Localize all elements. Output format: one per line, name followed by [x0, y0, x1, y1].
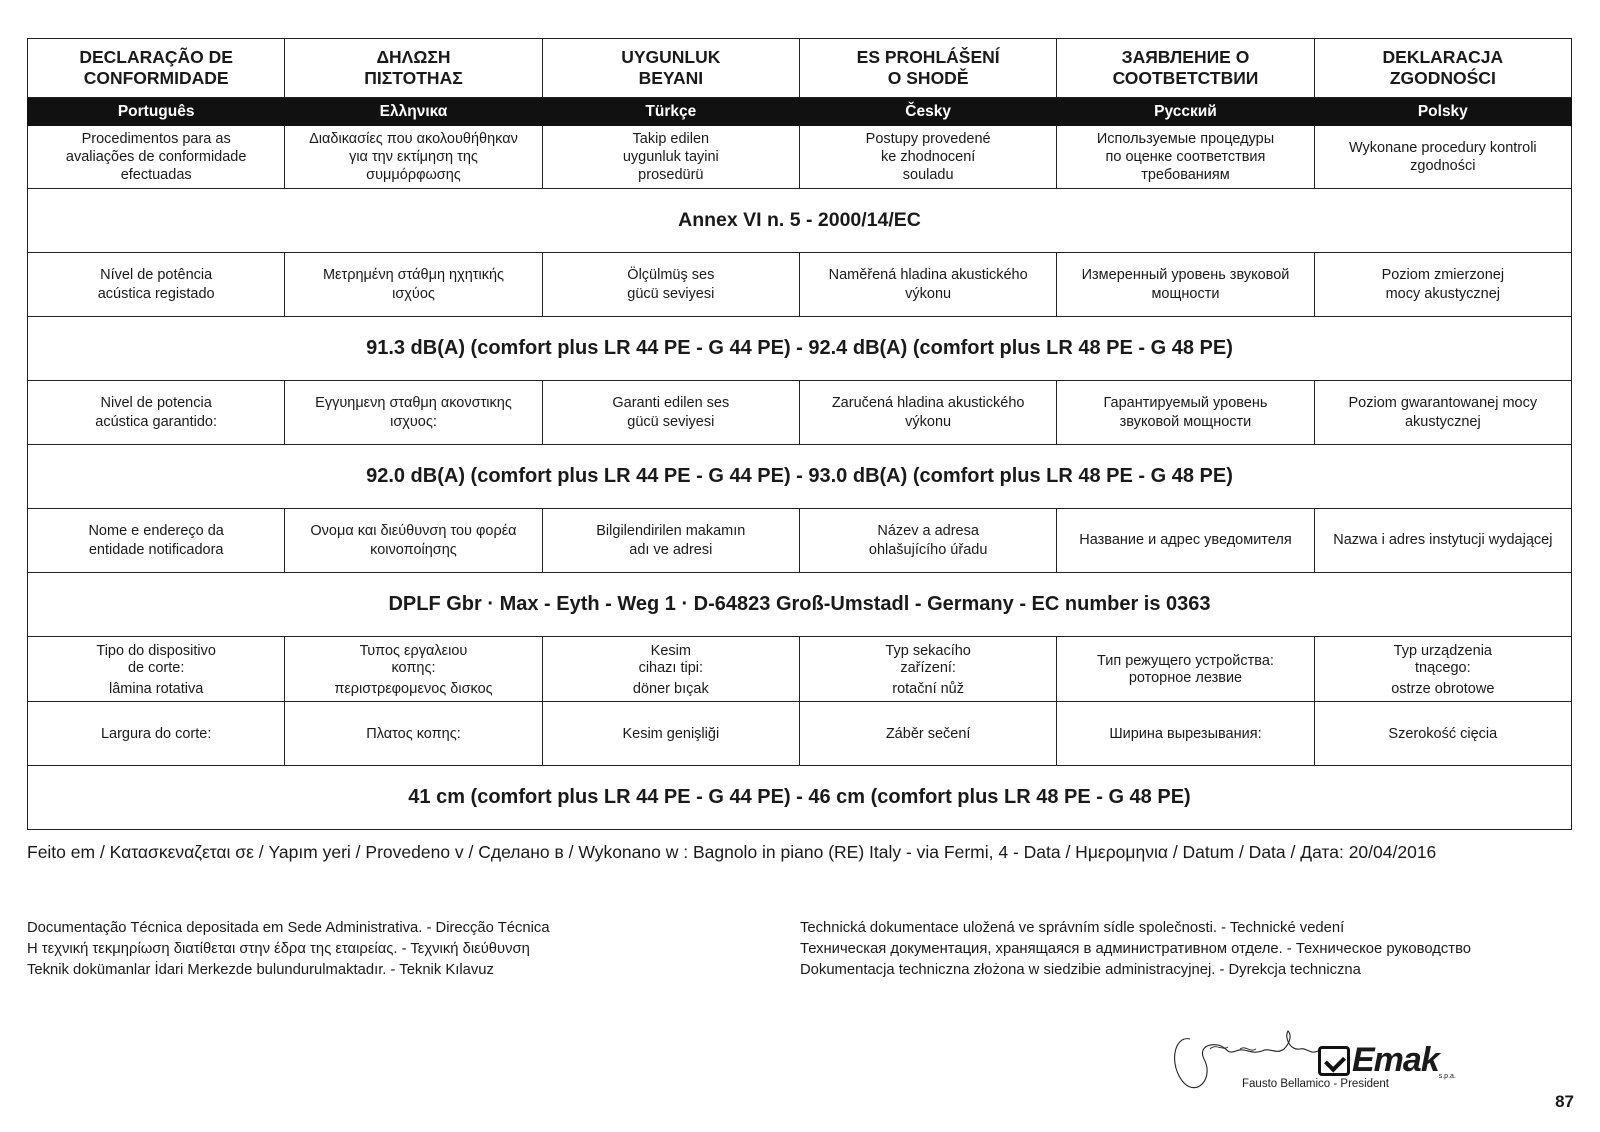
- guaranteed-labels-row: [28, 381, 1572, 445]
- doc-line: Teknik dokümanlar İdari Merkezde bulundurulmaktadır. - Teknik Kılavuz: [27, 962, 494, 978]
- language-cell: Ελληνικα: [285, 98, 542, 126]
- header-cell: DEKLARACJA ZGODNOŚCI: [1314, 39, 1571, 98]
- notified-label-cell: Nome e endereço da entidade notificadora: [28, 509, 285, 573]
- guaranteed-label-cell: Zaručená hladina akustického výkonu: [799, 381, 1056, 445]
- measured-label-cell: Μετρημένη στάθμη ηχητικής ισχύος: [285, 253, 542, 317]
- cutting-width-label-cell: Kesim genişliği: [542, 702, 799, 766]
- procedures-cell: Takip edilen uygunluk tayini prosedürü: [542, 126, 799, 189]
- guaranteed-label-cell: Гарантируемый уровень звуковой мощности: [1057, 381, 1314, 445]
- cutting-width-label-cell: Largura do corte:: [28, 702, 285, 766]
- header-cell: ЗАЯВЛЕНИЕ О СООТВЕТСТВИИ: [1057, 39, 1314, 98]
- cutting-width-value-row: [28, 766, 1572, 830]
- cutting-device-value: lâmina rotativa: [109, 680, 204, 697]
- notified-labels-row: [28, 509, 1572, 573]
- signature-block: [1170, 1025, 1470, 1095]
- doc-line: Техническая документация, хранящаяся в административном отделе. - Техническое руководство: [800, 941, 1471, 957]
- guaranteed-label-cell: Εγγυημενη σταθμη ακονστικης ισχυος:: [285, 381, 542, 445]
- notified-value-row: [28, 573, 1572, 637]
- procedures-cell: Используемые процедуры по оценке соответствия требованиям: [1057, 126, 1314, 189]
- measured-labels-row: [28, 253, 1572, 317]
- guaranteed-label-cell: Nivel de potencia acústica garantido:: [28, 381, 285, 445]
- language-cell: Русский: [1057, 98, 1314, 126]
- cutting-device-cell: Tipo do dispositivo de corte: lâmina rotativa: [28, 637, 285, 702]
- language-cell: Polsky: [1314, 98, 1571, 126]
- header-row: [28, 39, 1572, 98]
- language-cell: Česky: [799, 98, 1056, 126]
- annex-row: [28, 189, 1572, 253]
- cutting-device-value: rotační nůž: [892, 680, 965, 697]
- guaranteed-label-cell: Poziom gwarantowanej mocy akustycznej: [1314, 381, 1571, 445]
- cutting-device-value: ostrze obrotowe: [1391, 680, 1495, 697]
- guaranteed-value-cell: 92.0 dB(A) (comfort plus LR 44 PE - G 44 PE) - 93.0 dB(A) (comfort plus LR 48 PE - G 48 PE): [28, 445, 1572, 509]
- notified-label-cell: Název a adresa ohlašujícího úřadu: [799, 509, 1056, 573]
- header-cell: DECLARAÇÃO DE CONFORMIDADE: [28, 39, 285, 98]
- cutting-width-label-cell: Szerokość cięcia: [1314, 702, 1571, 766]
- signatory-caption: Fausto Bellamico - President: [1242, 1078, 1390, 1090]
- header-cell: ES PROHLÁŠENÍ O SHODĚ: [799, 39, 1056, 98]
- cutting-device-cell: Typ urządzenia tnącego: ostrze obrotowe: [1314, 637, 1571, 702]
- logo-suffix: s.p.a.: [1438, 1073, 1456, 1080]
- doc-line: Documentação Técnica depositada em Sede Administrativa. - Direcção Técnica: [27, 920, 550, 936]
- cutting-device-cell: Typ sekacího zařízení: rotační nůž: [799, 637, 1056, 702]
- procedures-cell: Wykonane procedury kontroli zgodności: [1314, 126, 1571, 189]
- measured-label-cell: Poziom zmierzonej mocy akustycznej: [1314, 253, 1571, 317]
- cutting-device-value: περιστρεφομενος δισκος: [334, 680, 493, 697]
- technical-documentation-left: [27, 918, 550, 981]
- notified-label-cell: Bilgilendirilen makamın adı ve adresi: [542, 509, 799, 573]
- emak-logo: [1318, 1041, 1456, 1080]
- cutting-width-label-cell: Πλατος κοπης:: [285, 702, 542, 766]
- logo-text: Emak: [1352, 1041, 1439, 1079]
- annex-cell: Annex VI n. 5 - 2000/14/EC: [28, 189, 1572, 253]
- language-row: [28, 98, 1572, 126]
- procedures-row: [28, 126, 1572, 189]
- notified-label-cell: Nazwa i adres instytucji wydającej: [1314, 509, 1571, 573]
- cutting-device-cell: Тип режущего устройства: роторное лезвие: [1057, 637, 1314, 702]
- cutting-width-label-cell: Záběr sečení: [799, 702, 1056, 766]
- measured-label-cell: Nível de potência acústica registado: [28, 253, 285, 317]
- language-cell: Türkçe: [542, 98, 799, 126]
- notified-value-cell: DPLF Gbr · Max - Eyth - Weg 1 · D-64823 Groß-Umstadl - Germany - EC number is 0363: [28, 573, 1572, 637]
- measured-label-cell: Ölçülmüş ses gücü seviyesi: [542, 253, 799, 317]
- procedures-cell: Postupy provedené ke zhodnocení souladu: [799, 126, 1056, 189]
- language-cell: Português: [28, 98, 285, 126]
- measured-value-cell: 91.3 dB(A) (comfort plus LR 44 PE - G 44 PE) - 92.4 dB(A) (comfort plus LR 48 PE - G 48 PE): [28, 317, 1572, 381]
- page-number: 87: [1555, 1092, 1574, 1111]
- technical-documentation-right: [800, 918, 1471, 981]
- cutting-device-cell: Τυπος εργαλειου κοπης: περιστρεφομενος δισκος: [285, 637, 542, 702]
- measured-label-cell: Измеренный уровень звуковой мощности: [1057, 253, 1314, 317]
- procedures-cell: Διαδικασίες που ακολουθήθηκαν για την εκτίμηση της συμμόρφωσης: [285, 126, 542, 189]
- measured-value-row: [28, 317, 1572, 381]
- guaranteed-value-row: [28, 445, 1572, 509]
- cutting-width-labels-row: [28, 702, 1572, 766]
- cutting-width-label-cell: Ширина вырезывания:: [1057, 702, 1314, 766]
- cutting-device-cell: Kesim cihazı tipi: döner bıçak: [542, 637, 799, 702]
- cutting-device-value: döner bıçak: [632, 680, 709, 697]
- made-in-line: Feito em / Κατασκεναζεται σε / Yapım yeri / Provedeno v / Сделано в / Wykonano w : Bagnolo in piano (RE) Italy - via Fermi, 4 - Data / Ημερομηνια / Datum / Data / Дата: 20/04/2016: [27, 842, 1437, 862]
- notified-label-cell: Ονομα και διεύθυνση του φορέα κοινοποίησης: [285, 509, 542, 573]
- declaration-table: [27, 38, 1572, 830]
- measured-label-cell: Naměřená hladina akustického výkonu: [799, 253, 1056, 317]
- doc-line: Dokumentacja techniczna złożona w siedzibie administracyjnej. - Dyrekcja techniczna: [800, 962, 1361, 978]
- emak-logo-icon: [1318, 1046, 1350, 1076]
- header-cell: ΔΗΛΩΣΗ ΠΙΣΤΟΤΗΑΣ: [285, 39, 542, 98]
- notified-label-cell: Название и адрес уведомителя: [1057, 509, 1314, 573]
- header-cell: UYGUNLUK BEYANI: [542, 39, 799, 98]
- cutting-width-value-cell: 41 cm (comfort plus LR 44 PE - G 44 PE) - 46 cm (comfort plus LR 48 PE - G 48 PE): [28, 766, 1572, 830]
- doc-line: Η τεχνική τεκμηρίωση διατίθεται στην έδρα της εταιρείας. - Τεχνική διεύθυνση: [27, 941, 530, 957]
- procedures-cell: Procedimentos para as avaliações de conformidade efectuadas: [28, 126, 285, 189]
- cutting-device-row: [28, 637, 1572, 702]
- guaranteed-label-cell: Garanti edilen ses gücü seviyesi: [542, 381, 799, 445]
- doc-line: Technická dokumentace uložená ve správním sídle společnosti. - Technické vedení: [800, 920, 1345, 936]
